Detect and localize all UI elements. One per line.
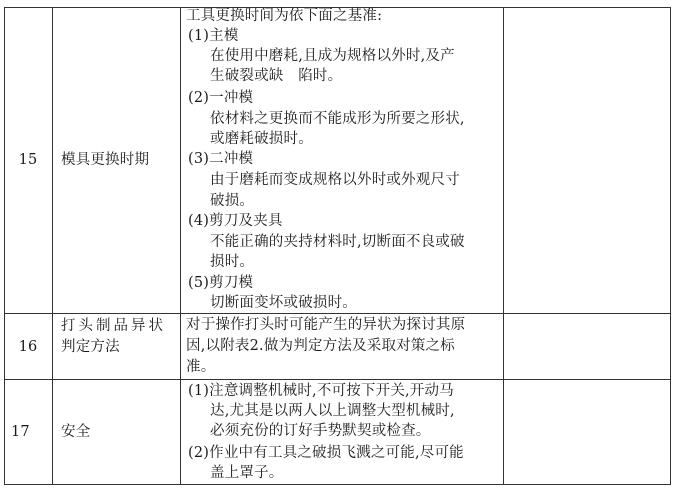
content-line: 达,尤其是以两人以上调整大型机械时,: [210, 403, 455, 419]
content-line: 切断面变坏或破损时。: [210, 295, 357, 311]
content-line: 依材料之更换而不能成形为所要之形状,: [210, 111, 465, 127]
column-divider: [52, 7, 53, 485]
column-divider: [4, 7, 5, 485]
content-line: 不能正确的夹持材料时,切断面不良或破: [210, 234, 465, 250]
content-line: 由于磨耗而变成规格以外时或外观尺寸: [210, 172, 460, 188]
row-divider: [4, 484, 671, 485]
content-line: 破损。: [210, 193, 255, 209]
column-divider: [670, 7, 671, 485]
column-divider: [180, 7, 181, 485]
content-line: 损时。: [210, 254, 255, 270]
row-number: 15: [18, 152, 38, 168]
content-line: 工具更换时间为依下面之基准:: [186, 8, 383, 24]
content-line: 必须充份的订好手势默契或检查。: [210, 423, 431, 439]
column-divider: [503, 7, 504, 485]
row-item: 判定方法: [61, 339, 120, 355]
content-line: 生破裂或缺 陷时。: [210, 68, 343, 84]
content-line: 因,以附表2.做为判定方法及采取对策之标: [186, 338, 455, 354]
content-line: (1)主模: [188, 28, 239, 44]
content-line: (5)剪刀模: [188, 275, 254, 291]
row-item: 模具更换时期: [61, 152, 150, 168]
content-line: 在使用中磨耗,且成为规格以外时,及产: [210, 48, 455, 64]
row-item: 安全: [61, 424, 91, 440]
content-line: 或磨耗破损时。: [210, 131, 313, 147]
row-number: 16: [18, 339, 38, 355]
row-divider: [4, 379, 671, 380]
content-line: (2)一冲模: [188, 90, 254, 106]
content-line: (4)剪刀及夹具: [188, 213, 283, 229]
row-number: 17: [11, 424, 30, 440]
content-line: 对于操作打头时可能产生的异状为探讨其原: [186, 317, 466, 333]
content-line: (3)二冲模: [188, 151, 254, 167]
content-line: 准。: [186, 359, 216, 375]
row-item: 打头制品异状: [61, 318, 166, 334]
content-line: (1)注意调整机械时,不可按下开关,开动马: [188, 383, 454, 399]
content-line: (2)作业中有工具之破损飞溅之可能,尽可能: [188, 445, 464, 461]
content-line: 盖上罩子。: [210, 465, 284, 481]
